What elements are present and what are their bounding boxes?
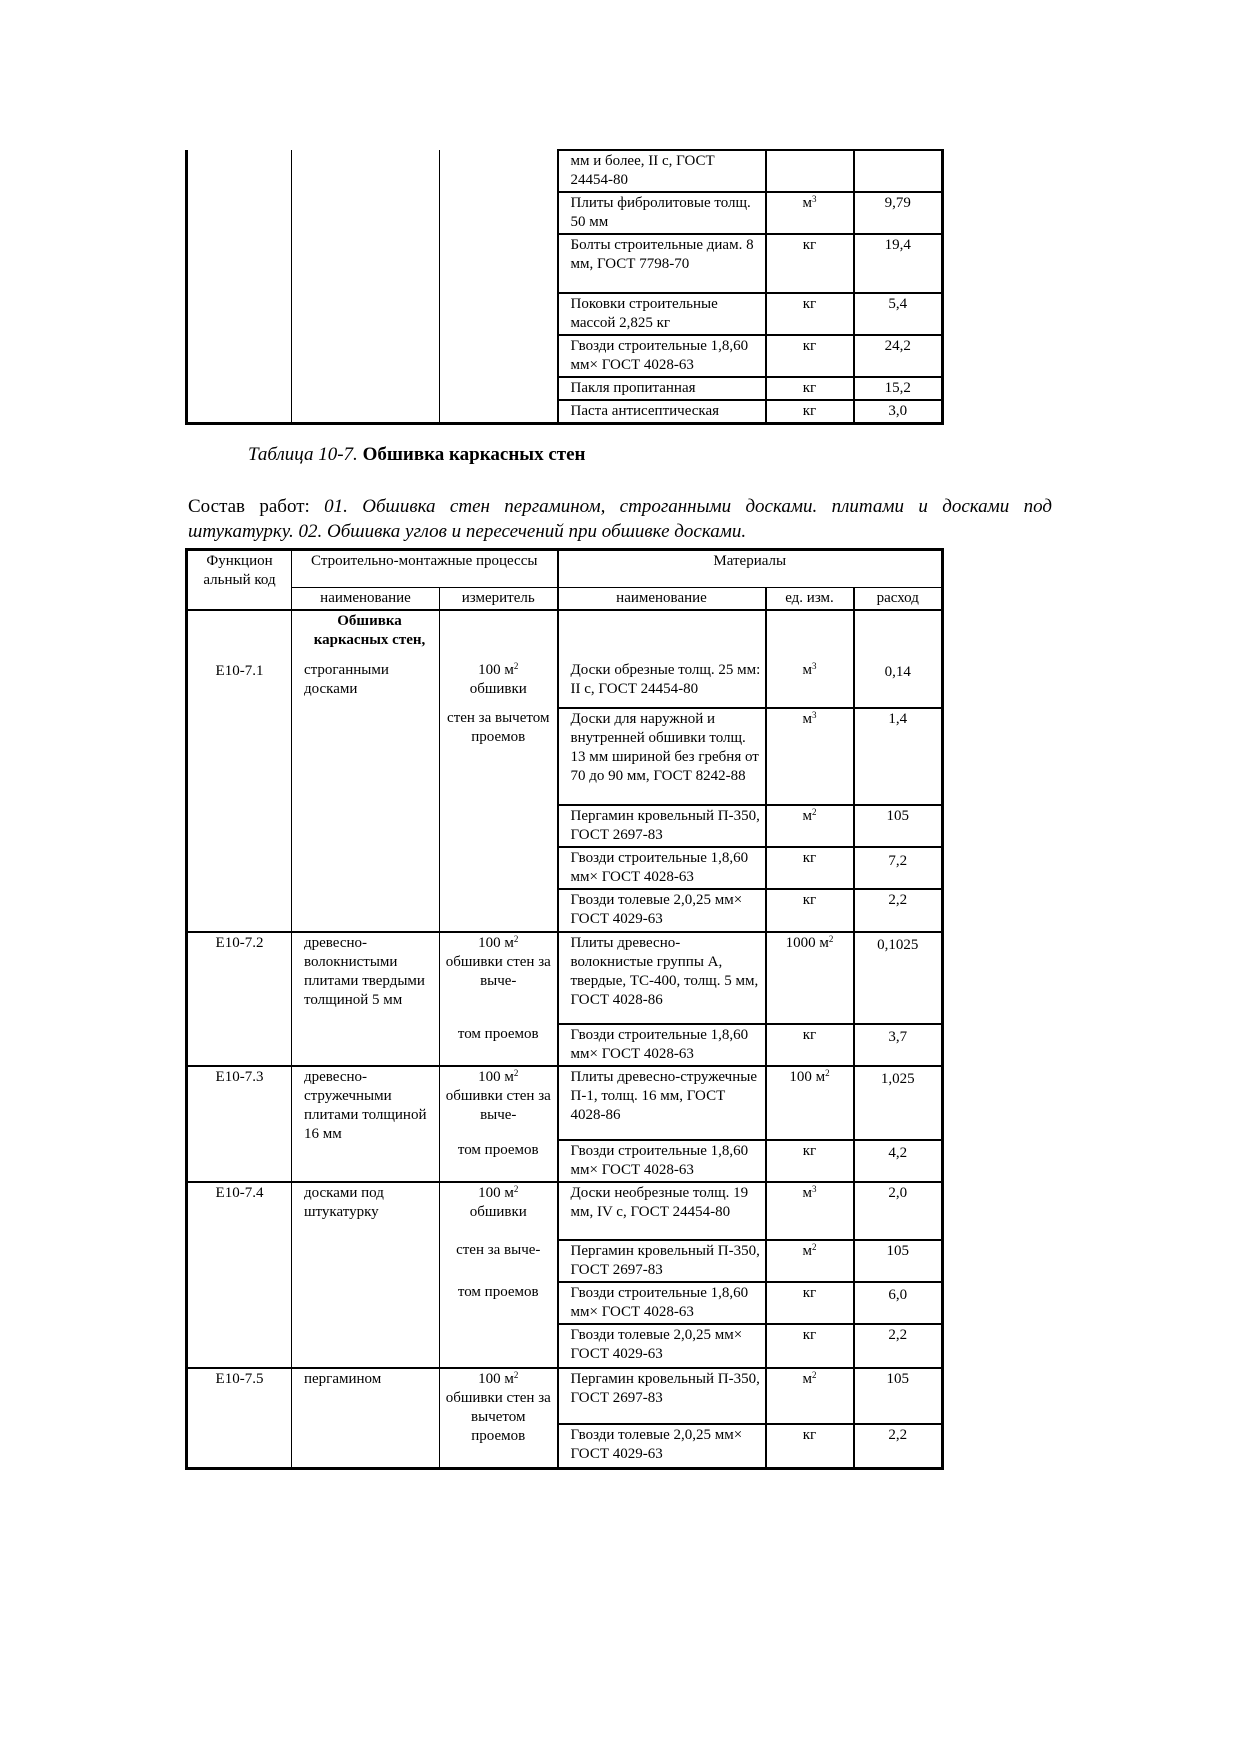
func-code: Е10-7.5 [187, 1368, 292, 1468]
material-name: Плиты фибролитовые толщ. 50 мм [558, 192, 766, 234]
material-rate: 2,0 [854, 1182, 943, 1240]
material-unit: кг [766, 335, 854, 377]
func-code: Е10-7.4 [187, 1182, 292, 1368]
material-name: Гвозди строительные 1,8,60 мм× ГОСТ 4028-63 [558, 1140, 766, 1182]
material-name: Гвозди строительные 1,8,60 мм× ГОСТ 4028-63 [558, 847, 766, 889]
material-name: Гвозди толевые 2,0,25 мм× ГОСТ 4029-63 [558, 1424, 766, 1468]
material-name: Гвозди толевые 2,0,25 мм× ГОСТ 4029-63 [558, 889, 766, 932]
material-unit: кг [766, 889, 854, 932]
header-processes: Строительно-монтажные процессы [292, 550, 558, 588]
material-unit: кг [766, 1324, 854, 1368]
material-name: Гвозди толевые 2,0,25 мм× ГОСТ 4029-63 [558, 1324, 766, 1368]
process-name: пергамином [292, 1368, 440, 1468]
wall-sheathing-table [185, 548, 944, 1470]
process-meter: 100 $м^2$ обшивки стен за вычетом проемов [440, 1368, 558, 1468]
header-proc-meter: измеритель [440, 588, 558, 611]
table-row [187, 1066, 943, 1140]
caption-prefix: Таблица 10-7. [248, 444, 358, 465]
composition-text: 01. Обшивка стен пергамином, строганными досками. плитами и досками под штукатурку. 02. Обшивка углов и пересечений при обшивке досками. [188, 496, 1053, 542]
process-meter-cont: том проемов [440, 1140, 558, 1182]
process-label: строганными досками [304, 662, 389, 697]
material-unit [766, 150, 854, 192]
material-name: Пергамин кровельный П-350, ГОСТ 2697-83 [558, 1240, 766, 1282]
material-name: Доски для наружной и внутренней обшивки толщ. 13 мм шириной без гребня от 70 до 90 мм, ГОСТ 8242-88 [558, 708, 766, 805]
material-name: Пакля пропитанная [558, 377, 766, 400]
table-caption [248, 444, 586, 466]
material-value: 9,79 [854, 192, 943, 234]
material-name: Гвозди строительные 1,8,60 мм× ГОСТ 4028-63 [558, 1282, 766, 1324]
material-unit: $м^2$ [766, 805, 854, 847]
material-unit: кг [766, 377, 854, 400]
material-rate: 105 [854, 1240, 943, 1282]
header-materials: Материалы [558, 550, 943, 588]
material-unit: $м^3$ [766, 610, 854, 708]
process-meter: 100 $м^2$ обшивки стен за выче- [440, 932, 558, 1024]
caption-title: Обшивка каркасных стен [362, 444, 586, 465]
process-meter-cont: стен за вычетом проемов [440, 708, 558, 932]
material-name: Болты строительные диам. 8 мм, ГОСТ 7798-70 [558, 234, 766, 293]
material-rate: 0,1025 [854, 932, 943, 1024]
table-row [187, 1182, 943, 1240]
subheader-row [187, 588, 943, 611]
material-name: мм и более, II с, ГОСТ 24454-80 [558, 150, 766, 192]
process-name: древесно-стружечными плитами толщиной 16 мм [292, 1066, 440, 1182]
material-name: Доски необрезные толщ. 19 мм, IV с, ГОСТ 24454-80 [558, 1182, 766, 1240]
table-row [187, 610, 943, 708]
material-rate: 4,2 [854, 1140, 943, 1182]
process-name [292, 610, 440, 932]
material-name: Плиты древесно-стружечные П-1, толщ. 16 мм, ГОСТ 4028-86 [558, 1066, 766, 1140]
composition-label: Состав работ: [188, 496, 310, 517]
table-row [187, 932, 943, 1024]
process-name-cell [292, 150, 440, 424]
material-unit: кг [766, 847, 854, 889]
material-unit: 1000 $м^2$ [766, 932, 854, 1024]
material-name: Гвозди строительные 1,8,60 мм× ГОСТ 4028-63 [558, 1024, 766, 1066]
material-rate: 3,7 [854, 1024, 943, 1066]
material-unit: $м^3$ [766, 1182, 854, 1240]
material-name: Пергамин кровельный П-350, ГОСТ 2697-83 [558, 805, 766, 847]
process-meter: 100 $м^2$ обшивки стен за выче- [440, 1066, 558, 1140]
material-unit: кг [766, 1024, 854, 1066]
process-meter-cont: том проемов [440, 1024, 558, 1066]
table-row [187, 150, 943, 192]
material-rate: 1,025 [854, 1066, 943, 1140]
header-mat-name: наименование [558, 588, 766, 611]
process-meter-cont: том проемов [440, 1282, 558, 1368]
material-name: Плиты древесно-волокнистые группы А, твердые, ТС-400, толщ. 5 мм, ГОСТ 4028-86 [558, 932, 766, 1024]
material-rate: 2,2 [854, 1324, 943, 1368]
func-code: Е10-7.2 [187, 932, 292, 1066]
process-meter-cont: стен за выче- [440, 1240, 558, 1282]
material-unit: кг [766, 293, 854, 335]
process-meter: 100 $м^2$ обшивки [440, 610, 558, 708]
material-name: Паста антисептическая [558, 400, 766, 424]
material-value: 24,2 [854, 335, 943, 377]
header-mat-rate: расход [854, 588, 943, 611]
material-unit: $м^3$ [766, 192, 854, 234]
material-unit: кг [766, 234, 854, 293]
material-rate: 2,2 [854, 1424, 943, 1468]
material-unit: 100 $м^2$ [766, 1066, 854, 1140]
material-name: Доски обрезные толщ. 25 мм: II с, ГОСТ 24454-80 [558, 610, 766, 708]
material-rate: 105 [854, 1368, 943, 1424]
func-code: Е10-7.1 [187, 610, 292, 932]
process-meter-cell [440, 150, 558, 424]
material-unit: $м^2$ [766, 1368, 854, 1424]
table-row [187, 1368, 943, 1424]
material-rate: 2,2 [854, 889, 943, 932]
group-title: Обшивка каркасных стен, [313, 613, 426, 648]
header-mat-unit: ед. изм. [766, 588, 854, 611]
material-name: Поковки строительные массой 2,825 кг [558, 293, 766, 335]
material-value: 15,2 [854, 377, 943, 400]
material-unit: кг [766, 1282, 854, 1324]
material-name: Гвозди строительные 1,8,60 мм× ГОСТ 4028-63 [558, 335, 766, 377]
func-code-cell [187, 150, 292, 424]
material-rate: 0,14 [854, 610, 943, 708]
continued-materials-table [185, 149, 944, 425]
material-unit: кг [766, 1424, 854, 1468]
header-func-code: Функцион альный код [203, 553, 276, 588]
material-value: 5,4 [854, 293, 943, 335]
material-value: 3,0 [854, 400, 943, 424]
material-value: 19,4 [854, 234, 943, 293]
material-value [854, 150, 943, 192]
process-name: досками под штукатурку [292, 1182, 440, 1368]
material-rate: 105 [854, 805, 943, 847]
material-rate: 6,0 [854, 1282, 943, 1324]
material-unit: $м^2$ [766, 1240, 854, 1282]
material-rate: 7,2 [854, 847, 943, 889]
material-name: Пергамин кровельный П-350, ГОСТ 2697-83 [558, 1368, 766, 1424]
material-rate: 1,4 [854, 708, 943, 805]
func-code: Е10-7.3 [187, 1066, 292, 1182]
work-composition [188, 494, 1052, 544]
material-unit: $м^3$ [766, 708, 854, 805]
process-meter: 100 $м^2$ обшивки [440, 1182, 558, 1240]
header-proc-name: наименование [292, 588, 440, 611]
process-name: древесно-волокнистыми плитами твердыми толщиной 5 мм [292, 932, 440, 1066]
header-row [187, 550, 943, 588]
material-unit: кг [766, 1140, 854, 1182]
material-unit: кг [766, 400, 854, 424]
